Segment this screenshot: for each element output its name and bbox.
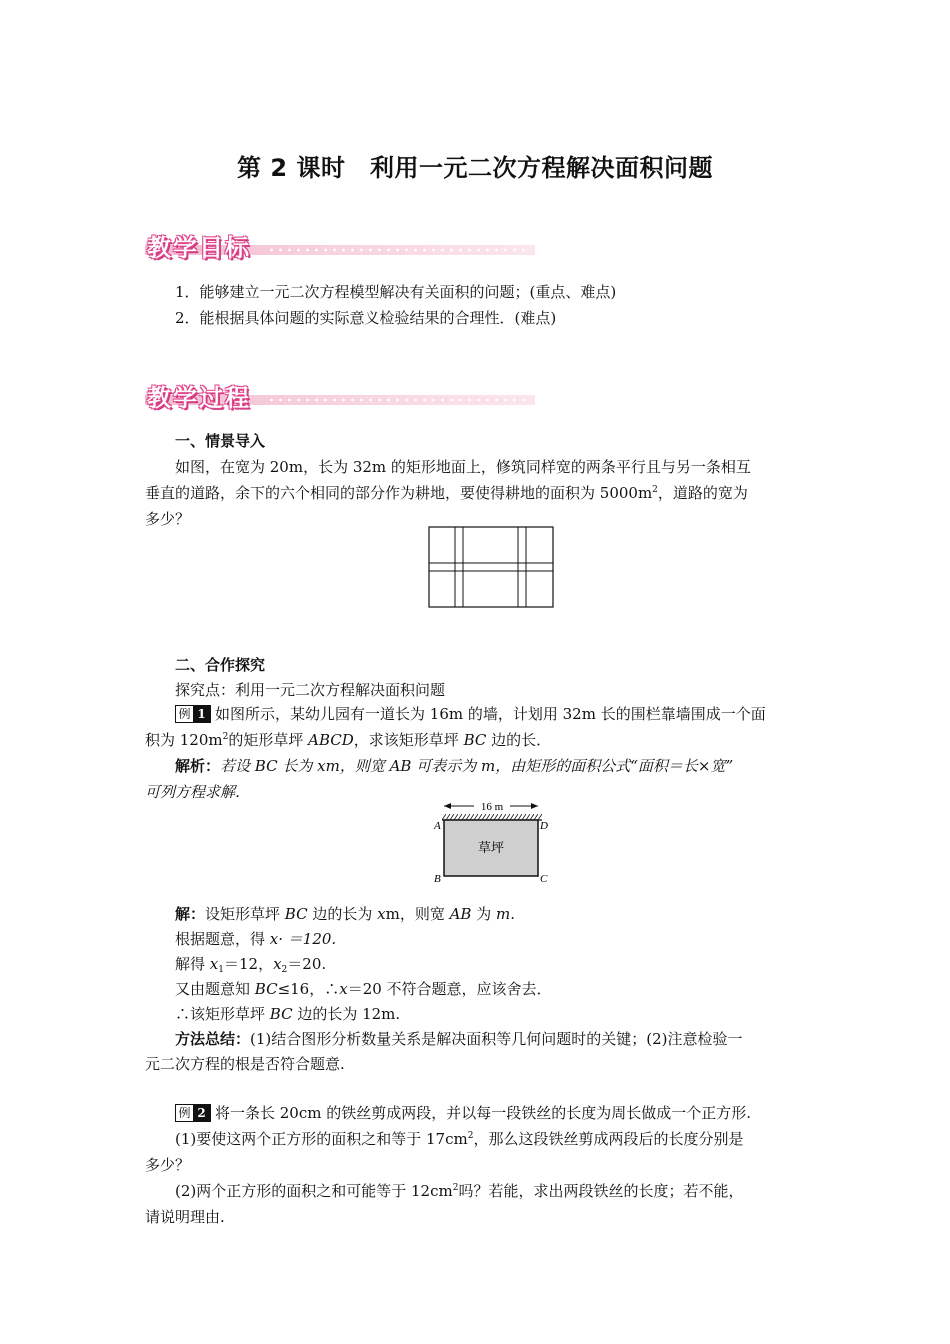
goal-item: 2．能根据具体问题的实际意义检验结果的合理性．(难点)	[175, 309, 557, 327]
vertex-d: D	[540, 820, 548, 832]
solution-line: 解得 $x_1=12$，$x_2=20$.	[175, 955, 327, 975]
method-summary: 方法总结：(1)结合图形分析数量关系是解决面积等几何问题时的关键；(2)注意检验一	[175, 1030, 743, 1048]
solution-line: 解：设矩形草坪 BC 边的长为 xm，则宽 AB 为 m.	[175, 905, 515, 923]
example-2-line: 例 2 将一条长 20cm 的铁丝剪成两段，并以每一段铁丝的长度为周长做成一个正方形.	[175, 1100, 840, 1126]
example-1-line: 例 1 如图所示，某幼儿园有一道长为 16m 的墙，计划用 32m 长的围栏靠墙围成一个面	[175, 701, 840, 727]
analysis-line: 解析：若设 BC 长为 xm，则宽 AB 可表示为 m，由矩形的面积公式“面积＝长×宽”	[175, 757, 734, 775]
paragraph-line: 如图，在宽为 20m，长为 32m 的矩形地面上，修筑同样宽的两条平行且与另一条相互	[175, 458, 751, 476]
analysis-line: 可列方程求解．	[145, 783, 251, 801]
banner-label: 教学过程	[147, 384, 251, 412]
page-title: 第 2 课时 利用一元二次方程解决面积问题	[237, 154, 713, 182]
road-grid-figure	[428, 526, 554, 608]
method-summary: 元二次方程的根是否符合题意.	[145, 1055, 345, 1073]
solution-line: 又由题意知 BC≤16，∴x＝20 不符合题意，应该舍去．	[175, 980, 552, 998]
solution-line: 根据题意，得 x· ＝120.	[175, 930, 337, 948]
banner-label: 教学目标	[147, 234, 251, 262]
example-2-line: 请说明理由.	[145, 1208, 225, 1226]
section-banner-goals	[145, 232, 535, 260]
solution-line: ∴该矩形草坪 BC 边的长为 12m.	[175, 1005, 401, 1023]
goal-item: 1．能够建立一元二次方程模型解决有关面积的问题；(重点、难点)	[175, 283, 617, 301]
vertex-b: B	[434, 873, 441, 885]
dimension-label: 16 m	[480, 801, 504, 813]
paragraph-line: 垂直的道路，余下的六个相同的部分作为耕地，要使得耕地的面积为 $5000m^2$，道路的宽为	[145, 484, 748, 502]
paragraph-line: 多少？	[145, 510, 191, 528]
example-2-line: (1)要使这两个正方形的面积之和等于 $17cm^2$，那么这段铁丝剪成两段后的长度分别是	[175, 1130, 744, 1148]
example-1-line: 积为 $120m^2$的矩形草坪 ABCD，求该矩形草坪 BC 边的长．	[145, 731, 552, 749]
lawn-figure	[430, 796, 554, 888]
example-2-line: (2)两个正方形的面积之和可能等于 $12cm^2$吗？若能，求出两段铁丝的长度；若不能，	[175, 1182, 744, 1200]
example-2-line: 多少？	[145, 1156, 191, 1174]
example-badge: 例 1	[175, 705, 211, 723]
topic-line: 探究点：利用一元二次方程解决面积问题	[175, 681, 446, 699]
vertex-a: A	[434, 820, 441, 832]
heading-explore: 二、合作探究	[175, 656, 266, 674]
section-banner-process	[145, 382, 535, 410]
example-badge: 例 2	[175, 1104, 211, 1122]
lawn-label: 草坪	[477, 841, 505, 856]
vertex-c: C	[540, 873, 548, 885]
heading-intro: 一、情景导入	[175, 432, 266, 450]
